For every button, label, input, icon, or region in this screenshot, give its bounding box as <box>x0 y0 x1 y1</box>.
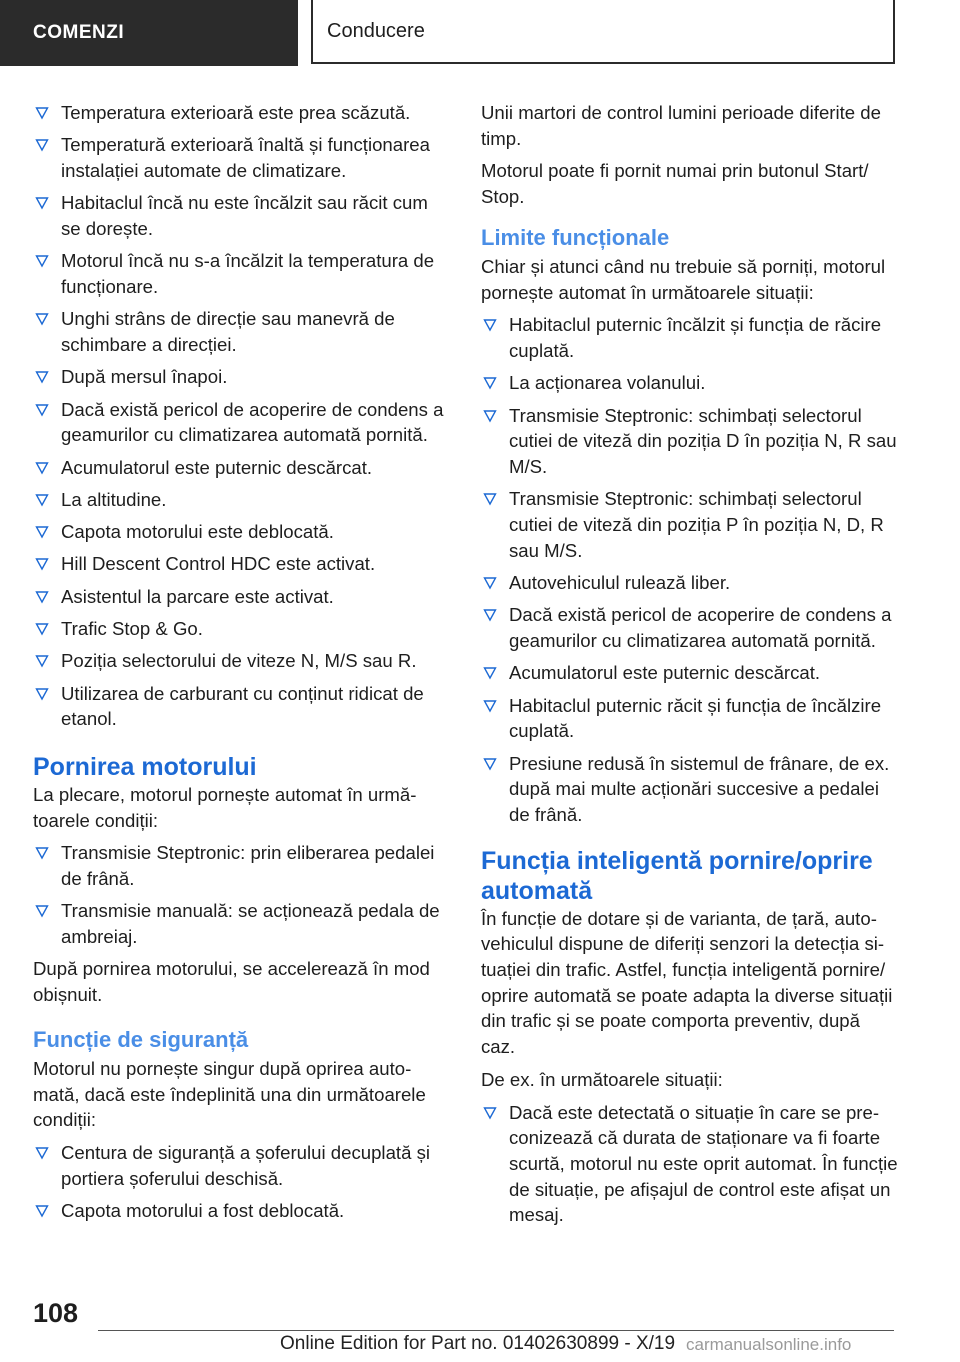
list-item <box>33 519 447 545</box>
list-item-text: Autovehiculul rulează liber. <box>509 571 731 593</box>
limits-list <box>481 312 899 827</box>
list-item <box>33 132 447 183</box>
triangle-bullet-icon <box>483 757 497 771</box>
chapter-tab: Conducere <box>311 0 895 64</box>
list-item-text: Dacă există pericol de acoperire de condens a geamurilor cu climatizarea automată pornită. <box>61 398 444 446</box>
triangle-bullet-icon <box>35 1146 49 1160</box>
list-item <box>33 1140 447 1191</box>
list-item-text: Utilizarea de carburant cu conținut ridicat de etanol. <box>61 682 424 730</box>
left-column <box>33 100 447 1230</box>
list-item-text: Habitaclul încă nu este încălzit sau răcit cum se dorește. <box>61 192 428 239</box>
list-item <box>33 364 447 390</box>
indicator-lights-paragraph: Unii martori de control lumini perioade diferite de timp. <box>481 102 881 149</box>
list-item <box>33 248 447 299</box>
list-item <box>481 660 899 686</box>
start-stop-button-paragraph: Motorul poate fi pornit numai prin butonul Start/ Stop. <box>481 160 869 208</box>
list-item-text: Dacă este detectată o situație în care se preconizează că durata de staționare va fi foarte scurtă, motorul nu este oprit automat. În funcție de situație, pe afișajul de control este afișat un mesaj. <box>509 1101 898 1226</box>
triangle-bullet-icon <box>35 846 49 860</box>
list-item-text: Habitaclul puternic răcit și funcția de încălzire cuplată. <box>509 694 882 742</box>
list-item-text: Transmisie Steptronic: schimbați selectorul cutiei de viteză din poziția P în poziția N, D, R sau M/S. <box>509 488 884 561</box>
conditions-list <box>33 100 447 732</box>
page-number: 108 <box>33 1298 79 1328</box>
triangle-bullet-icon <box>483 1106 497 1120</box>
engine-start-intro: La plecare, motorul pornește automat în următoarele condiții: <box>33 784 417 831</box>
right-column <box>481 100 899 1235</box>
triangle-bullet-icon <box>35 654 49 668</box>
list-item-text: Acumulatorul este puternic descărcat. <box>509 662 821 684</box>
list-item <box>33 100 447 126</box>
smart-example-list <box>481 1100 899 1229</box>
list-item-text: La acționarea volanului. <box>509 372 706 394</box>
engine-start-list <box>33 840 447 949</box>
triangle-bullet-icon <box>35 525 49 539</box>
list-item-text: Centura de siguranță a șoferului decuplată și portiera șoferului deschisă. <box>61 1142 431 1189</box>
limits-intro: Chiar și atunci când nu trebuie să porniți, motorul pornește automat în următoarele situații: <box>481 255 886 303</box>
list-item-text: Temperatura exterioară este prea scăzută. <box>61 102 411 123</box>
list-item-text: Capota motorului a fost deblocată. <box>61 1200 345 1221</box>
list-item-text: Habitaclul puternic încălzit și funcția de răcire cuplată. <box>509 314 882 361</box>
list-item <box>481 693 899 744</box>
triangle-bullet-icon <box>483 318 497 332</box>
triangle-bullet-icon <box>483 608 497 622</box>
triangle-bullet-icon <box>35 557 49 571</box>
triangle-bullet-icon <box>35 687 49 701</box>
triangle-bullet-icon <box>35 138 49 152</box>
smart-example-intro: De ex. în următoarele situații: <box>481 1068 723 1090</box>
list-item <box>33 397 447 448</box>
list-item <box>33 455 447 481</box>
list-item-text: Transmisie Steptronic: prin eliberarea pedalei de frână. <box>61 842 435 890</box>
list-item-text: Presiune redusă în sistemul de frânare, de ex. după mai multe acționări succesive a pedalei de frână. <box>509 752 890 825</box>
list-item-text: Motorul încă nu s-a încălzit la temperatura de funcționare. <box>61 250 435 297</box>
safety-intro: Motorul nu pornește singur după oprirea automată, dacă este îndeplinită una din următoarele condiții: <box>33 1057 426 1131</box>
list-item-text: Acumulatorul este puternic descărcat. <box>61 456 373 478</box>
list-item <box>481 486 899 563</box>
page-header <box>0 0 960 66</box>
triangle-bullet-icon <box>35 196 49 210</box>
list-item-text: Transmisie Steptronic: schimbați selectorul cutiei de viteză din poziția D în poziția N, R sau M/S. <box>509 404 897 477</box>
triangle-bullet-icon <box>35 106 49 120</box>
list-item-text: Unghi strâns de direcție sau manevră de schimbare a direcției. <box>61 308 395 355</box>
list-item <box>481 602 899 653</box>
triangle-bullet-icon <box>483 409 497 423</box>
list-item-text: Poziția selectorului de viteze N, M/S sau R. <box>61 650 417 672</box>
list-item <box>33 648 447 674</box>
list-item <box>33 616 447 642</box>
list-item-text: Temperatură exterioară înaltă și funcționarea instalației automate de climatizare. <box>61 134 430 181</box>
list-item-text: Dacă există pericol de acoperire de condens a geamurilor cu climatizarea automată pornită. <box>509 604 892 651</box>
triangle-bullet-icon <box>35 493 49 507</box>
triangle-bullet-icon <box>35 312 49 326</box>
footer-divider <box>98 1330 894 1331</box>
heading-smart-start-stop: Funcția inteligentă pornire/oprire automată <box>481 846 873 905</box>
list-item <box>33 840 447 891</box>
triangle-bullet-icon <box>35 904 49 918</box>
edition-text: Online Edition for Part no. 01402630899 - X/19 <box>280 1333 676 1354</box>
list-item <box>33 898 447 949</box>
watermark-text: carmanualsonline.info <box>686 1335 852 1354</box>
list-item-text: La altitudine. <box>61 488 167 510</box>
smart-start-stop-paragraph: În funcție de dotare și de varianta, de țară, autovehiculul dispune de diferiți senzori la detecția situației din trafic. Astfel, funcția inteligentă pornire/ oprire automată se poate adapta la diverse situații din trafic și se poate comporta preventiv, după caz. <box>481 907 893 1058</box>
list-item <box>481 312 899 363</box>
list-item <box>481 751 899 828</box>
list-item-text: Capota motorului este deblocată. <box>61 521 334 543</box>
list-item <box>33 306 447 357</box>
heading-engine-start: Pornirea motorului <box>33 753 257 782</box>
triangle-bullet-icon <box>35 370 49 384</box>
section-tab: COMENZI <box>0 0 298 66</box>
list-item <box>481 570 899 596</box>
list-item <box>481 403 899 480</box>
list-item <box>33 487 447 513</box>
triangle-bullet-icon <box>483 666 497 680</box>
list-item-text: Hill Descent Control HDC este activat. <box>61 553 376 575</box>
list-item <box>33 1198 447 1224</box>
triangle-bullet-icon <box>483 699 497 713</box>
list-item <box>481 1100 899 1229</box>
triangle-bullet-icon <box>483 492 497 506</box>
list-item <box>481 370 899 396</box>
heading-functional-limits: Limite funcționale <box>481 224 670 250</box>
list-item <box>33 681 447 732</box>
list-item <box>33 551 447 577</box>
safety-list <box>33 1140 447 1224</box>
list-item-text: După mersul înapoi. <box>61 366 228 388</box>
list-item <box>33 584 447 610</box>
list-item <box>33 190 447 241</box>
engine-start-after: După pornirea motorului, se accelerează în mod obișnuit. <box>33 958 430 1006</box>
triangle-bullet-icon <box>35 590 49 604</box>
triangle-bullet-icon <box>35 1204 49 1218</box>
triangle-bullet-icon <box>35 461 49 475</box>
list-item-text: Transmisie manuală: se acționează pedala de ambreiaj. <box>61 900 440 948</box>
list-item-text: Asistentul la parcare este activat. <box>61 585 334 607</box>
list-item-text: Trafic Stop & Go. <box>61 618 203 640</box>
triangle-bullet-icon <box>35 254 49 268</box>
triangle-bullet-icon <box>483 376 497 390</box>
triangle-bullet-icon <box>483 576 497 590</box>
triangle-bullet-icon <box>35 403 49 417</box>
heading-safety-function: Funcție de siguranță <box>33 1026 249 1052</box>
triangle-bullet-icon <box>35 622 49 636</box>
